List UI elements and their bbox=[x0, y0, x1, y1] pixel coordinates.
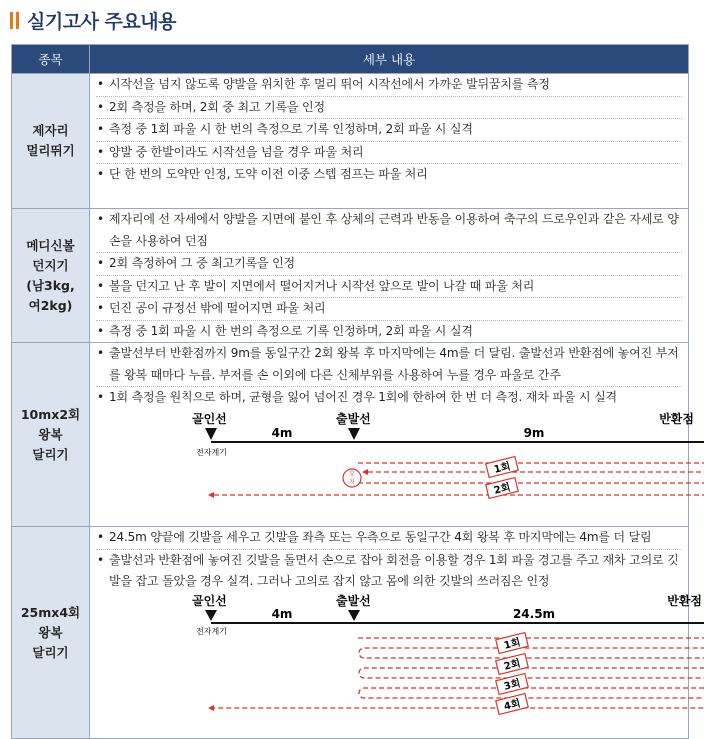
lap-tag bbox=[496, 653, 528, 674]
page-title: 실기고사 주요내용 bbox=[27, 10, 176, 33]
list-item: • 측정 중 1회 파울 시 한 번의 측정으로 기록 인정하며, 2회 파울 시 실격 bbox=[96, 119, 682, 142]
list-item: • 출발선부터 반환점까지 9m를 동일구간 2회 왕복 후 마지막에는 4m를 더 달림. 출발선과 반환점에 놓여진 부저를 왕복 때마다 누름. 부저를 손 이외에 다른 신체부위를 사용하여 누를 경우 파울로 간주 bbox=[96, 343, 682, 387]
timer-label: 전자계기 bbox=[196, 626, 227, 636]
list-item: • 2회 측정하여 그 중 최고기록을 인정 bbox=[96, 253, 682, 276]
start-marker-icon bbox=[348, 428, 360, 440]
route-arrow-icon bbox=[208, 705, 214, 711]
svg-text:1회: 1회 bbox=[502, 636, 522, 652]
svg-text:2회: 2회 bbox=[492, 481, 512, 497]
table-row bbox=[12, 343, 689, 527]
svg-text:2회: 2회 bbox=[502, 657, 522, 673]
list-item: • 1회 측정을 원칙으로 하며, 균형을 잃어 넘어진 경우 1회에 한하여 한 번 더 측정. 재차 파울 시 실격 bbox=[96, 387, 682, 409]
list-item: • 제자리에 선 자세에서 양발을 지면에 붙인 후 상체의 근력과 반동을 이용하여 축구의 드로우인과 같은 자세로 양손을 사용하여 던짐 bbox=[96, 209, 682, 253]
list-item: • 24.5m 양끝에 깃발을 세우고 깃발을 좌측 또는 우측으로 동일구간 4회 왕복 후 마지막에는 4m를 더 달림 bbox=[96, 527, 682, 550]
distance-label: 9m bbox=[523, 425, 545, 440]
svg-text:부: 부 bbox=[349, 470, 355, 478]
list-item: • 양발 중 한발이라도 시작선을 넘을 경우 파울 처리 bbox=[96, 142, 682, 165]
timer-label: 전자계기 bbox=[196, 447, 227, 457]
shuttle-run-25m-diagram bbox=[96, 593, 702, 733]
route-line bbox=[214, 638, 704, 708]
table-row bbox=[12, 527, 689, 739]
title-marker bbox=[10, 12, 13, 29]
event-name: 메디신볼 던지기 (남3kg, 여2kg) bbox=[12, 209, 90, 343]
list-item: • 볼을 던지고 난 후 발이 지면에서 떨어지거나 시작선 앞으로 발이 나갈 때 파울 처리 bbox=[96, 276, 682, 299]
event-details bbox=[90, 209, 689, 343]
lap-tag bbox=[496, 673, 528, 694]
start-line-label: 출발선 bbox=[336, 593, 371, 608]
lap-tag bbox=[486, 456, 518, 477]
list-item: • 측정 중 1회 파울 시 한 번의 측정으로 기록 인정하며, 2회 파울 시 실격 bbox=[96, 321, 682, 343]
svg-text:1회: 1회 bbox=[492, 460, 512, 476]
list-item: • 시작선을 넘지 않도록 양발을 위치한 후 멀리 뛰어 시작선에서 가까운 발뒤꿈치를 측정 bbox=[96, 74, 682, 97]
turn-point-label: 반환점 bbox=[667, 593, 702, 608]
goal-marker-icon bbox=[205, 428, 217, 440]
start-marker-icon bbox=[348, 610, 360, 621]
list-item: • 던진 공이 규정선 밖에 떨어지면 파울 처리 bbox=[96, 298, 682, 321]
route-arrow-icon bbox=[362, 469, 368, 475]
event-details bbox=[90, 74, 689, 209]
table-row bbox=[12, 209, 689, 343]
goal-line-label: 골인선 bbox=[192, 593, 227, 608]
title-marker bbox=[16, 12, 19, 29]
list-item: • 2회 측정을 하며, 2회 중 최고 기록을 인정 bbox=[96, 97, 682, 120]
shuttle-run-10m-diagram bbox=[96, 409, 694, 517]
svg-text:3회: 3회 bbox=[502, 677, 522, 693]
route-arrow-icon bbox=[208, 492, 214, 498]
svg-text:4회: 4회 bbox=[502, 697, 522, 713]
lap-tag bbox=[496, 693, 528, 714]
event-details bbox=[90, 527, 702, 739]
distance-label: 24.5m bbox=[512, 606, 556, 621]
list-item: • 단 한 번의 도약만 인정, 도약 이전 이중 스텝 점프는 파울 처리 bbox=[96, 164, 682, 186]
goal-line-label: 골인선 bbox=[192, 411, 227, 426]
distance-label: 4m bbox=[271, 425, 293, 440]
start-line-label: 출발선 bbox=[336, 411, 371, 426]
lap-tag bbox=[496, 632, 528, 653]
svg-text:저: 저 bbox=[349, 478, 355, 486]
event-details bbox=[90, 343, 694, 527]
event-name: 제자리 멀리뛰기 bbox=[12, 74, 90, 209]
list-item: • 출발선과 반환점에 놓여진 깃발을 돌면서 손으로 잡아 회전을 이용할 경우 1회 파울 경고를 주고 재차 고의로 깃발을 잡고 돌았을 경우 실격. 그러나 고의로 잡지 않고 몸에 의한 깃발의 쓰러짐은 인정 bbox=[96, 550, 682, 593]
section-title bbox=[10, 7, 176, 33]
distance-label: 4m bbox=[271, 606, 293, 621]
event-name: 25mx4회 왕복 달리기 bbox=[12, 527, 90, 739]
goal-marker-icon bbox=[205, 610, 217, 621]
exam-table bbox=[11, 44, 702, 739]
turn-point-label: 반환점 bbox=[659, 411, 694, 426]
col-header-event: 종목 bbox=[12, 45, 90, 74]
col-header-details: 세부 내용 bbox=[90, 45, 689, 74]
table-row bbox=[12, 74, 689, 209]
event-name: 10mx2회 왕복 달리기 bbox=[12, 343, 90, 527]
